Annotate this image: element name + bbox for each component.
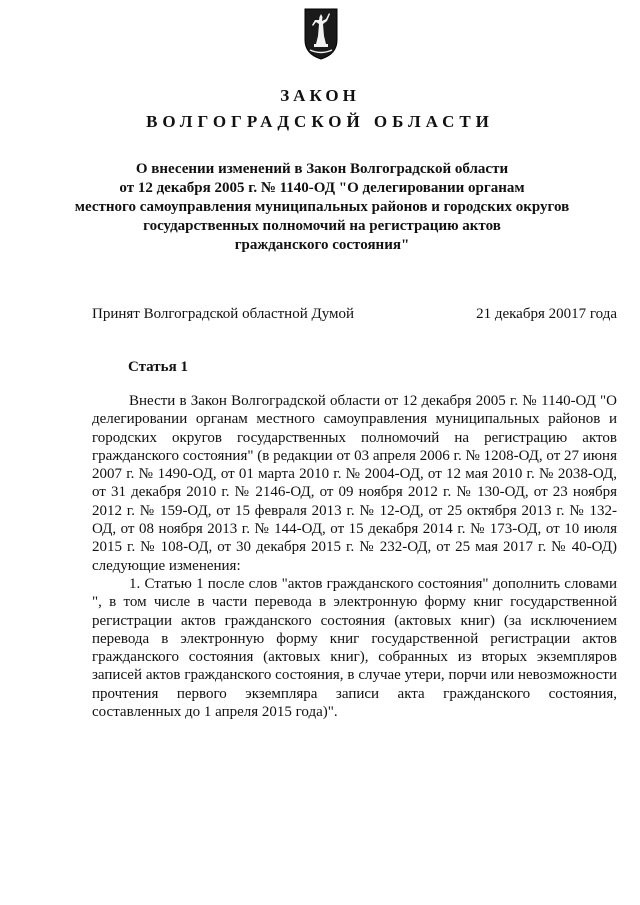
- coat-of-arms-icon: [304, 8, 338, 60]
- adoption-row: [92, 305, 617, 324]
- adoption-date: 21 декабря 20017 года: [476, 306, 617, 322]
- law-subtitle: [60, 160, 584, 255]
- subtitle-line: от 12 декабря 2005 г. № 1140-ОД "О делегировании органам: [119, 180, 525, 196]
- article-paragraph: 1. Статью 1 после слов "актов гражданского состояния" дополнить словами ", в том числе в части перевода в электронную форму книг государственной регистрации актов гражданского состояния (актовых книг) (за исключением перевода в электронную форму книг государственной регистрации актов гражданского состояния (актовых книг), собранных из вторых экземпляров записей актов гражданского состояния, в случае утери, порчи или невозможности прочтения первого экземпляра записи акта гражданского состояния, составленных до 1 апреля 2015 года)".: [92, 575, 617, 721]
- article-heading: Статья 1: [128, 359, 188, 375]
- subtitle-line: гражданского состояния": [234, 237, 410, 253]
- article-body: [92, 392, 617, 721]
- subtitle-line: государственных полномочий на регистрацию актов: [143, 218, 501, 234]
- law-title: ЗАКОН: [280, 86, 360, 105]
- subtitle-line: местного самоуправления муниципальных районов и городских округов: [74, 199, 570, 215]
- region-title: ВОЛГОГРАДСКОЙ ОБЛАСТИ: [146, 112, 494, 131]
- subtitle-line: О внесении изменений в Закон Волгоградской области: [135, 161, 509, 177]
- article-paragraph: Внести в Закон Волгоградской области от 12 декабря 2005 г. № 1140-ОД "О делегировании органам местного самоуправления муниципальных районов и городских округов государственных полномочий на регистрацию актов гражданского состояния" (в редакции от 03 апреля 2006 г. № 1208-ОД, от 27 июня 2007 г. № 1490-ОД, от 01 марта 2010 г. № 2004-ОД, от 12 мая 2010 г. № 2038-ОД, от 31 декабря 2010 г. № 2146-ОД, от 09 ноября 2012 г. № 130-ОД, от 23 ноября 2012 г. № 159-ОД, от 15 февраля 2013 г. № 12-ОД, от 25 октября 2013 г. № 132-ОД, от 08 ноября 2013 г. № 144-ОД, от 15 декабря 2014 г. № 173-ОД, от 10 июля 2015 г. № 108-ОД, от 30 декабря 2015 г. № 232-ОД, от 25 мая 2017 г. № 40-ОД) следующие изменения:: [92, 393, 617, 574]
- adopted-by: Принят Волгоградской областной Думой: [92, 306, 355, 322]
